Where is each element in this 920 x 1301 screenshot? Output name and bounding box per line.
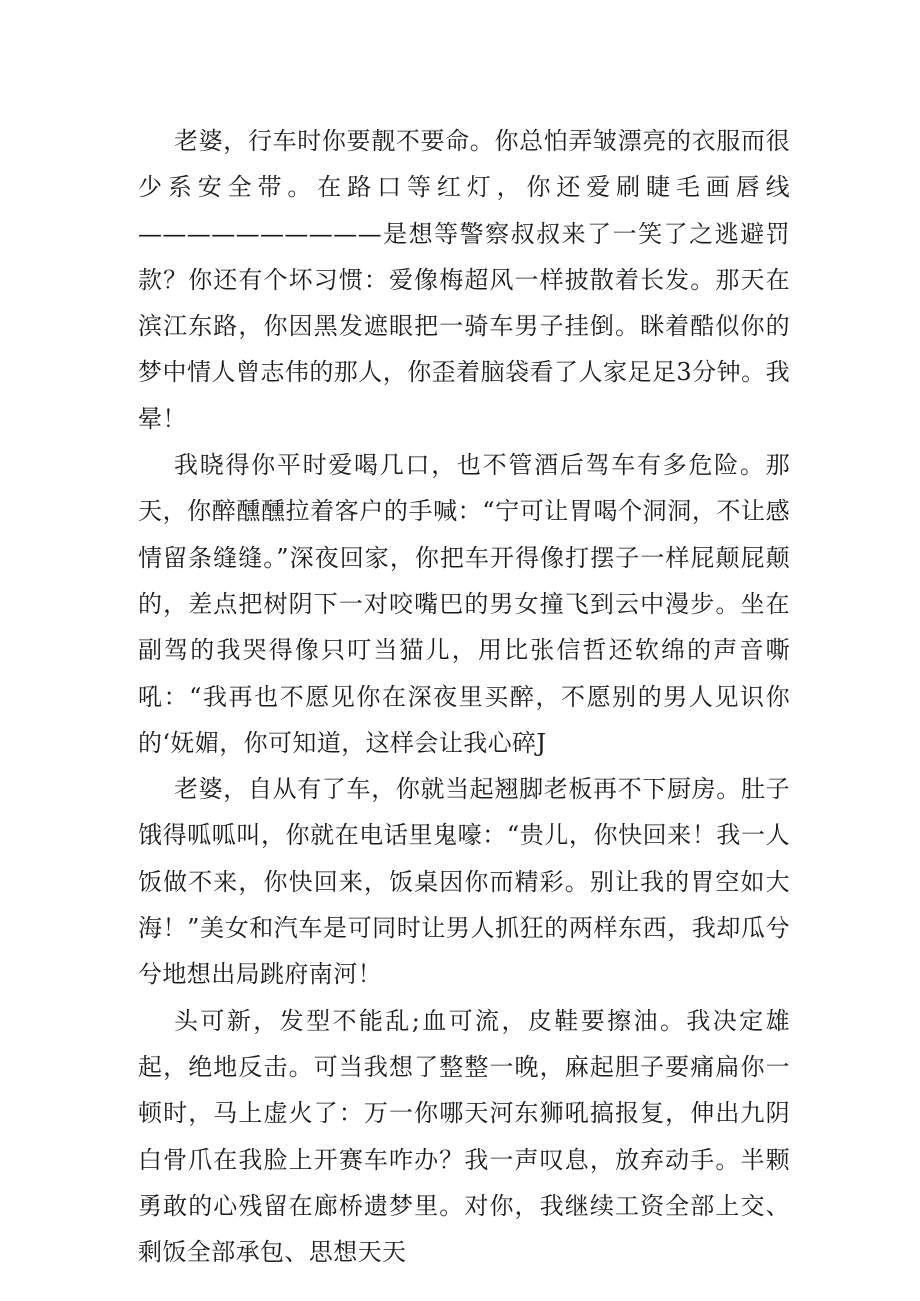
paragraph-4: 头可新，发型不能乱;血可流，皮鞋要擦油。我决定雄起，绝地反击。可当我想了整整一晚，麻起胆子要痛扁你一顿时，马上虚火了：万一你哪天河东狮吼搞报复，伸出九阴白骨爪在我脸上开赛车咋办？我一声叹息，放弃动手。半颗勇敢的心残留在廊桥遗梦里。对你，我继续工资全部上交、剩饭全部承包、思想天天: [138, 1006, 790, 1267]
paragraph-2: 我晓得你平时爱喝几口，也不管酒后驾车有多危险。那天，你醉醺醺拉着客户的手喊：“宁可让胃喝个洞洞，不让感情留条缝缝。”深夜回家，你把车开得像打摆子一样屁颠屁颠的，差点把树阴下一对咬嘴巴的男女撞飞到云中漫步。坐在副驾的我哭得像只叮当猫儿，用比张信哲还软绵的声音嘶吼：“我再也不愿见你在深夜里买醉，不愿别的男人见识你的‘妩媚，你可知道，这样会让我心碎J: [138, 451, 790, 757]
article-body: [138, 118, 790, 1275]
paragraph-1: 老婆，行车时你要靓不要命。你总怕弄皱漂亮的衣服而很少系安全带。在路口等红灯，你还爱刷睫毛画唇线——————————是想等警察叔叔来了一笑了之逃避罚款？你还有个坏习惯：爱像梅超风一样披散着长发。那天在滨江东路，你因黑发遮眼把一骑车男子挂倒。眯着酷似你的梦中情人曾志伟的那人，你歪着脑袋看了人家足足3分钟。我晕！: [138, 127, 790, 433]
paragraph-3: 老婆，自从有了车，你就当起翘脚老板再不下厨房。肚子饿得呱呱叫，你就在电话里鬼嚎：“贵儿，你快回来！我一人饭做不来，你快回来，饭桌因你而精彩。别让我的胃空如大海！”美女和汽车是可同时让男人抓狂的两样东西，我却瓜兮兮地想出局跳府南河！: [138, 775, 790, 989]
